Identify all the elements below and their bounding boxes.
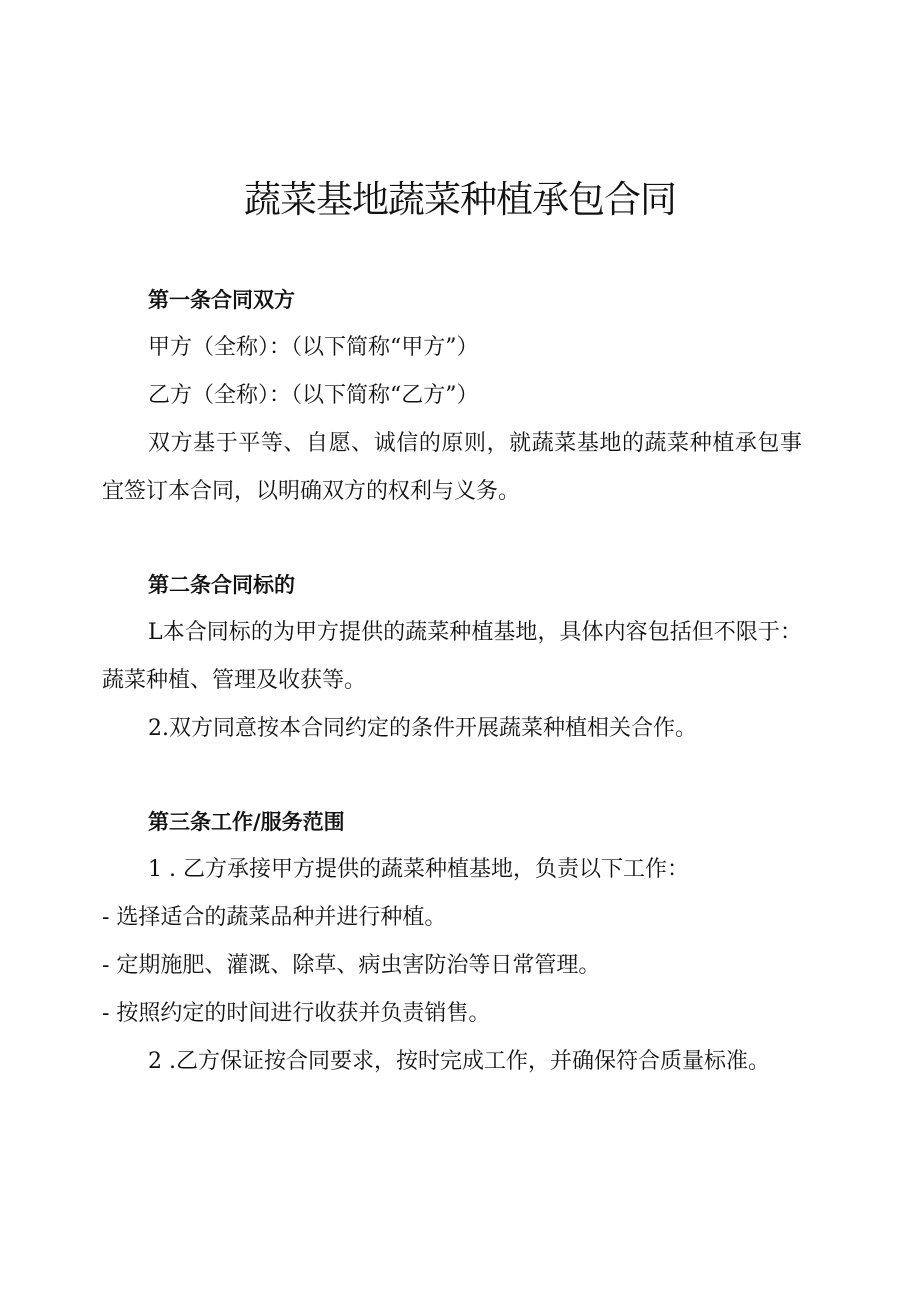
document-title: 蔬菜基地蔬菜种植承包合同 (244, 178, 676, 221)
contract-body (102, 276, 802, 1086)
section-parties (102, 276, 802, 516)
clause-line: 2 .乙方保证按合同要求，按时完成工作，并确保符合质量标准。 (148, 1049, 770, 1074)
dash-item: - 定期施肥、灌溉、除草、病虫害防治等日常管理。 (102, 953, 601, 978)
section-subject (102, 561, 802, 753)
clause-line: 1 . 乙方承接甲方提供的蔬菜种植基地，负责以下工作： (148, 857, 689, 882)
section-heading: 第一条合同双方 (148, 288, 295, 312)
dash-item: - 选择适合的蔬菜品种并进行种植。 (102, 905, 447, 930)
section-gap (102, 753, 802, 798)
section-heading: 第三条工作/服务范围 (148, 810, 345, 834)
section-gap (102, 516, 802, 561)
section-scope (102, 798, 802, 1086)
clause-line: 2.双方同意按本合同约定的条件开展蔬菜种植相关合作。 (148, 716, 697, 741)
section-paragraph: 双方基于平等、自愿、诚信的原则，就蔬菜基地的蔬菜种植承包事宜签订本合同，以明确双方的权利与义务。 (102, 431, 802, 504)
dash-item: - 按照约定的时间进行收获并负责销售。 (102, 1001, 491, 1026)
section-heading: 第二条合同标的 (148, 573, 295, 597)
party-a-line: 甲方（全称）：（以下简称“甲方”） (148, 335, 479, 360)
section-paragraph: L本合同标的为甲方提供的蔬菜种植基地，具体内容包括但不限于：蔬菜种植、管理及收获等。 (102, 620, 802, 693)
party-b-line: 乙方（全称）：（以下简称“乙方”） (148, 383, 479, 408)
